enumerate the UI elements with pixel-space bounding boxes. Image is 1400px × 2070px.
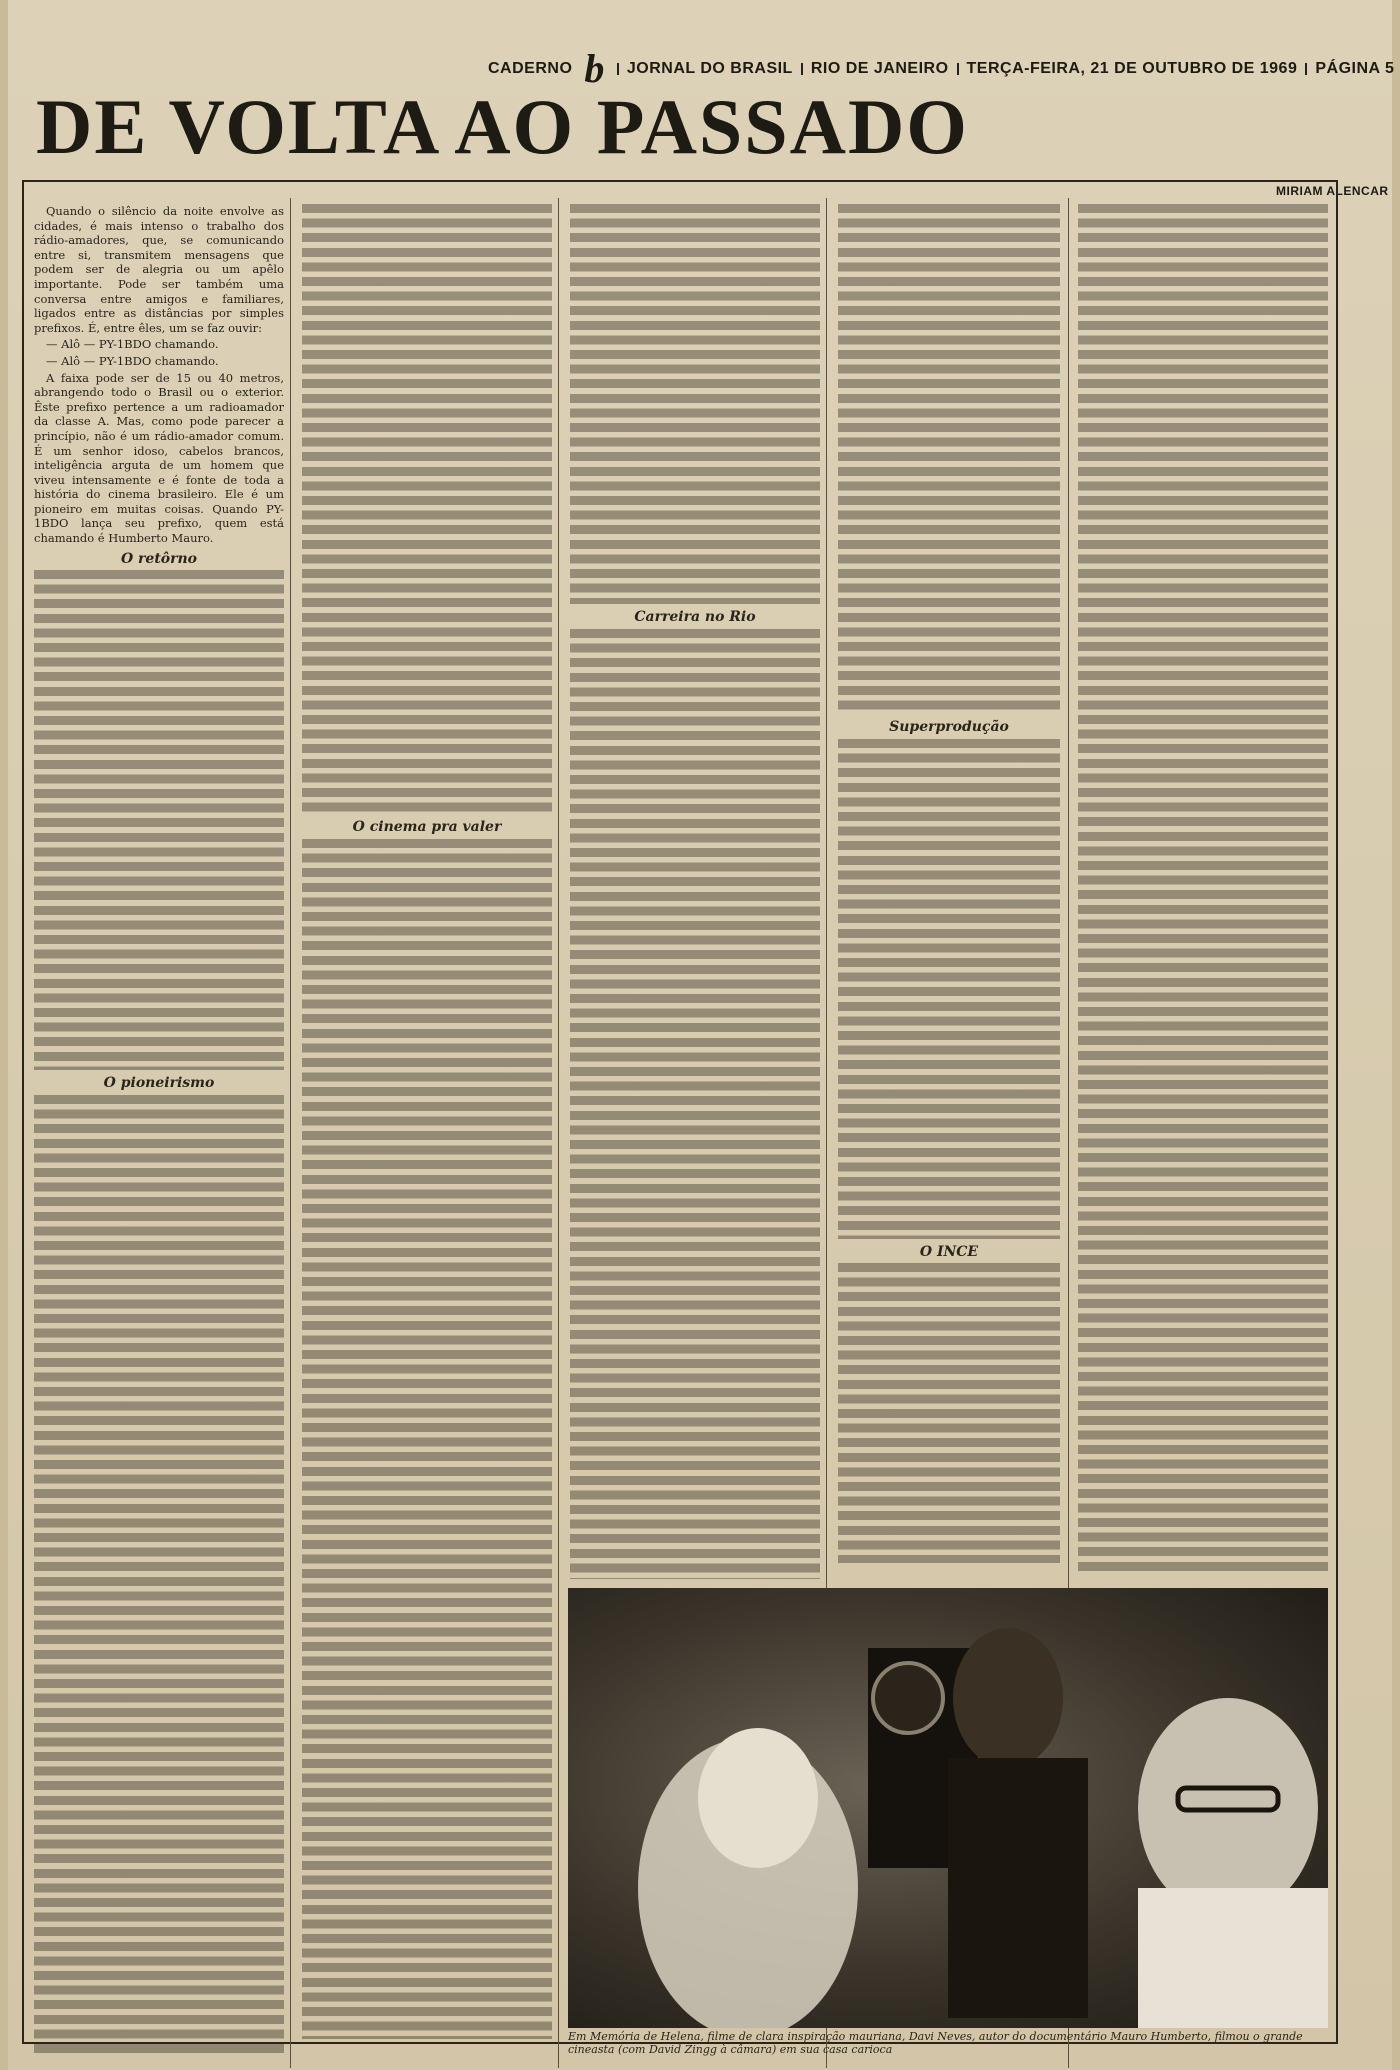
column-rule (290, 198, 291, 2068)
date: TERÇA-FEIRA, 21 DE OUTUBRO DE 1969 (966, 60, 1298, 77)
city: RIO DE JANEIRO (810, 60, 949, 77)
camera-reel (873, 1663, 943, 1733)
subhead-carreira-rio: Carreira no Rio (634, 609, 756, 625)
body-text-block (838, 1263, 1060, 1563)
column-3 (570, 204, 820, 1584)
article-photo (568, 1588, 1328, 2028)
body-text-block (34, 1095, 284, 2054)
photo-caption: Em Memória de Helena, filme de clara inspiração mauriana, Davi Neves, autor do documentário Mauro Humberto, filmou o grande cineasta (com David Zingg à câmara) em sua casa carioca (568, 2030, 1303, 2056)
body-text-block (838, 204, 1060, 714)
section-label: CADERNO (488, 60, 573, 77)
body-text-block (570, 204, 820, 604)
separator-icon (1305, 63, 1307, 75)
paragraph: — Alô — PY-1BDO chamando. (46, 337, 219, 352)
headline: DE VOLTA AO PASSADO (36, 83, 969, 170)
body-text-block (1078, 204, 1328, 1574)
newspaper-page (8, 0, 1395, 2070)
body-text-block (302, 839, 552, 2039)
subhead-pioneirismo: O pioneirismo (103, 1075, 215, 1092)
man-left-head (698, 1728, 818, 1868)
paragraph: A faixa pode ser de 15 ou 40 metros, abrangendo todo o Brasil ou o exterior. Êste prefixo pertence a um radioamador da classe A. Mas, como pode parecer a princípio, não é um rádio-amador comum. É um senhor idoso, cabelos brancos, inteligência arguta de um homem que viveu intensamente e é fonte de toda a história do cinema brasileiro. Ele é um pioneiro em muitas coisas. Quando PY-1BDO lança seu prefixo, quem está chamando é Humberto Mauro. (34, 370, 284, 546)
paragraph: — Alô — PY-1BDO chamando. (46, 353, 219, 368)
column-rule (558, 198, 559, 2068)
camera-operator-body (948, 1758, 1088, 2018)
separator-icon (957, 63, 959, 75)
body-text-block (302, 204, 552, 814)
paragraph: Quando o silêncio da noite envolve as cidades, é mais intenso o trabalho dos rádio-amadores, que, se comunicando entre si, transmitem mensagens que podem ser de alegria ou um apêlo importante. Pode ser também uma conversa entre amigos e familiares, ligados entre as distâncias por simples prefixos. É, entre êles, um se faz ouvir: (34, 204, 284, 335)
section-letter: b (584, 46, 605, 91)
body-text-block (570, 629, 820, 1579)
subhead-superproducao: Superprodução (889, 719, 1009, 735)
man-right-shirt (1138, 1888, 1328, 2028)
subhead-retorno: O retôrno (120, 550, 198, 567)
separator-icon (617, 63, 619, 75)
body-text-block (838, 739, 1060, 1239)
masthead (488, 46, 1395, 91)
column-5 (1078, 204, 1328, 1584)
byline: MIRIAM ALENCAR (1276, 184, 1389, 198)
column-1 (34, 204, 284, 2054)
subhead-cinema-pra-valer: O cinema pra valer (352, 819, 502, 835)
column-4 (838, 204, 1060, 1584)
subhead-ince: O INCE (919, 1243, 979, 1260)
page-number: PÁGINA 5 (1315, 60, 1395, 77)
column-2 (302, 204, 552, 2054)
photo-scene (568, 1588, 1328, 2028)
body-text-block (34, 570, 284, 1070)
paper-name: JORNAL DO BRASIL (626, 60, 793, 77)
camera-operator-head (953, 1628, 1063, 1768)
separator-icon (801, 63, 803, 75)
